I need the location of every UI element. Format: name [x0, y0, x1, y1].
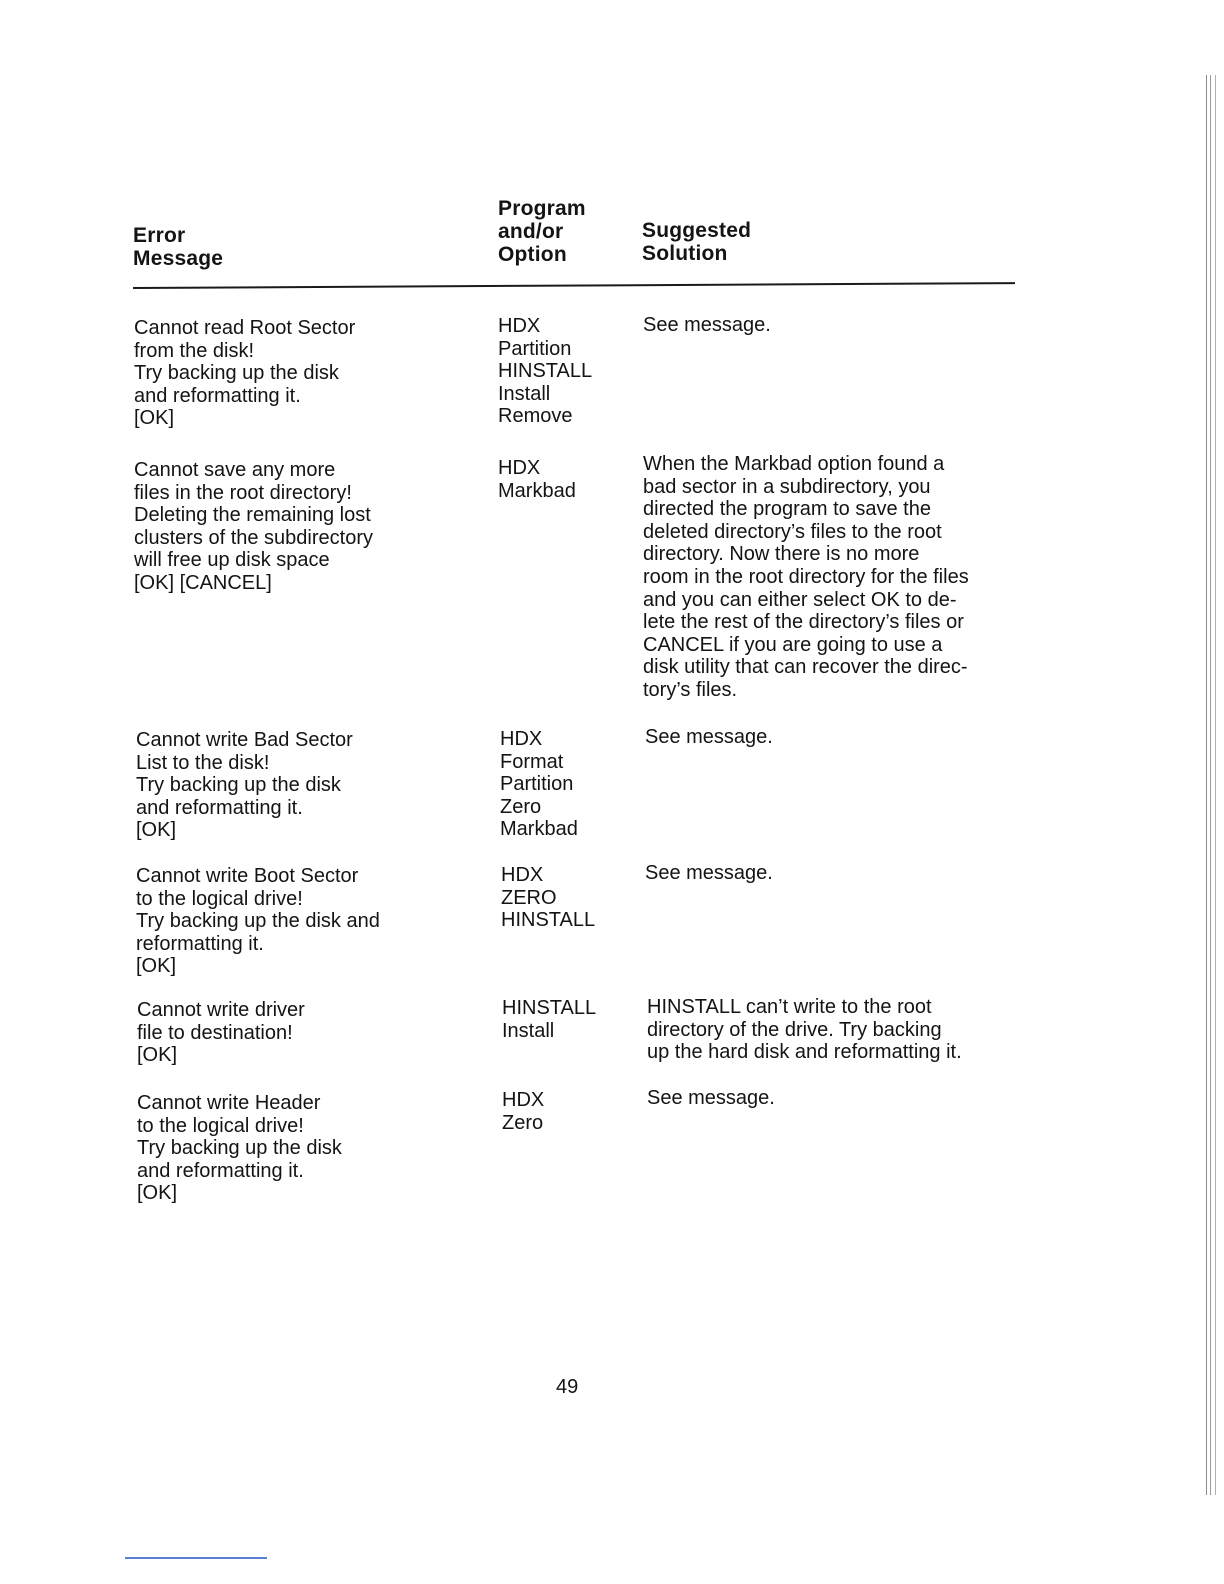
error-message-cell — [136, 729, 353, 842]
header-suggested-solution — [642, 219, 751, 265]
solution-line: directory. Now there is no more — [643, 543, 920, 566]
message-line: Cannot save any more — [134, 459, 336, 481]
error-message-cell — [134, 459, 373, 595]
option-line: Partition — [498, 337, 572, 360]
option-line: Markbad — [500, 818, 578, 841]
message-line: from the disk! — [134, 339, 255, 362]
solution-cell — [645, 862, 773, 885]
message-line: Try backing up the disk — [137, 1137, 342, 1160]
option-line: Markbad — [498, 479, 576, 502]
scan-edge-lines — [1206, 75, 1216, 1495]
header-line: Message — [133, 247, 224, 270]
option-cell — [498, 457, 576, 502]
option-line: Install — [498, 382, 551, 405]
option-line: Zero — [502, 1111, 544, 1134]
solution-line: deleted directory’s files to the root — [643, 520, 942, 543]
solution-line: See message. — [643, 314, 771, 336]
solution-line: When the Markbad option found a — [643, 453, 945, 475]
footer-line — [125, 1557, 267, 1559]
solution-line: tory’s files. — [643, 678, 738, 701]
header-error-message — [133, 224, 223, 270]
solution-line: room in the root directory for the files — [643, 565, 969, 588]
solution-line: bad sector in a subdirectory, you — [643, 475, 931, 498]
solution-line: directed the program to save the — [643, 498, 931, 521]
option-line: HDX — [502, 1089, 545, 1111]
error-message-cell — [136, 865, 380, 978]
option-line: HINSTALL — [498, 360, 593, 383]
solution-line: HINSTALL can’t write to the root — [647, 996, 932, 1018]
option-line: Install — [502, 1019, 555, 1042]
message-line: [OK] — [134, 407, 175, 430]
option-line: HDX — [498, 457, 541, 479]
option-line: HDX — [500, 728, 543, 750]
header-line: Suggested — [642, 219, 752, 242]
error-message-cell — [137, 999, 305, 1067]
message-line: Cannot write Header — [137, 1092, 321, 1114]
option-cell — [498, 315, 592, 428]
header-divider — [133, 282, 1015, 289]
solution-line: up the hard disk and reformatting it. — [647, 1041, 962, 1064]
message-line: [OK] [CANCEL] — [134, 571, 272, 594]
message-line: Cannot write Boot Sector — [136, 865, 359, 887]
message-line: [OK] — [136, 955, 177, 978]
option-line: HDX — [498, 315, 541, 337]
message-line: Cannot write driver — [137, 999, 305, 1021]
option-cell — [502, 997, 596, 1042]
message-line: and reformatting it. — [134, 384, 301, 407]
solution-line: disk utility that can recover the direc- — [643, 656, 968, 679]
option-cell — [502, 1089, 544, 1134]
solution-line: and you can either select OK to de- — [643, 588, 957, 611]
solution-line: See message. — [645, 726, 773, 748]
solution-cell — [647, 1087, 775, 1110]
message-line: reformatting it. — [136, 932, 264, 955]
message-line: Cannot write Bad Sector — [136, 729, 353, 751]
header-line: and/or — [498, 220, 564, 243]
message-line: [OK] — [137, 1182, 178, 1205]
message-line: to the logical drive! — [137, 1114, 304, 1137]
header-program-option — [498, 197, 586, 266]
message-line: files in the root directory! — [134, 481, 352, 504]
solution-line: lete the rest of the directory’s files or — [643, 611, 964, 634]
message-line: and reformatting it. — [136, 796, 303, 819]
message-line: file to destination! — [137, 1021, 293, 1044]
solution-cell — [643, 314, 771, 337]
message-line: Try backing up the disk — [136, 774, 341, 797]
page-number: 49 — [556, 1376, 579, 1398]
header-line: Solution — [642, 242, 728, 265]
option-line: HDX — [501, 864, 544, 886]
option-line: Remove — [498, 405, 573, 428]
message-line: clusters of the subdirectory — [134, 526, 373, 549]
error-message-cell — [137, 1092, 342, 1205]
solution-cell — [643, 453, 969, 702]
message-line: [OK] — [136, 819, 177, 842]
solution-line: CANCEL if you are going to use a — [643, 633, 943, 656]
option-line: Partition — [500, 773, 574, 796]
option-line: Format — [500, 750, 564, 773]
message-line: Deleting the remaining lost — [134, 504, 371, 527]
message-line: Cannot read Root Sector — [134, 317, 356, 339]
message-line: List to the disk! — [136, 751, 270, 774]
header-line: Program — [498, 197, 586, 220]
option-line: ZERO — [501, 886, 557, 909]
option-line: Zero — [500, 795, 542, 818]
solution-line: See message. — [645, 862, 773, 884]
option-cell — [501, 864, 595, 932]
option-line: HINSTALL — [502, 997, 597, 1019]
header-line: Error — [133, 224, 186, 247]
message-line: to the logical drive! — [136, 887, 303, 910]
option-cell — [500, 728, 578, 841]
solution-line: See message. — [647, 1087, 775, 1109]
solution-cell — [645, 726, 773, 749]
error-message-cell — [134, 317, 355, 430]
solution-cell — [647, 996, 962, 1064]
message-line: [OK] — [137, 1044, 178, 1067]
header-line: Option — [498, 243, 567, 266]
message-line: Try backing up the disk — [134, 362, 339, 385]
message-line: and reformatting it. — [137, 1159, 304, 1182]
option-line: HINSTALL — [501, 909, 596, 932]
message-line: will free up disk space — [134, 549, 330, 572]
solution-line: directory of the drive. Try backing — [647, 1018, 942, 1041]
message-line: Try backing up the disk and — [136, 910, 380, 933]
